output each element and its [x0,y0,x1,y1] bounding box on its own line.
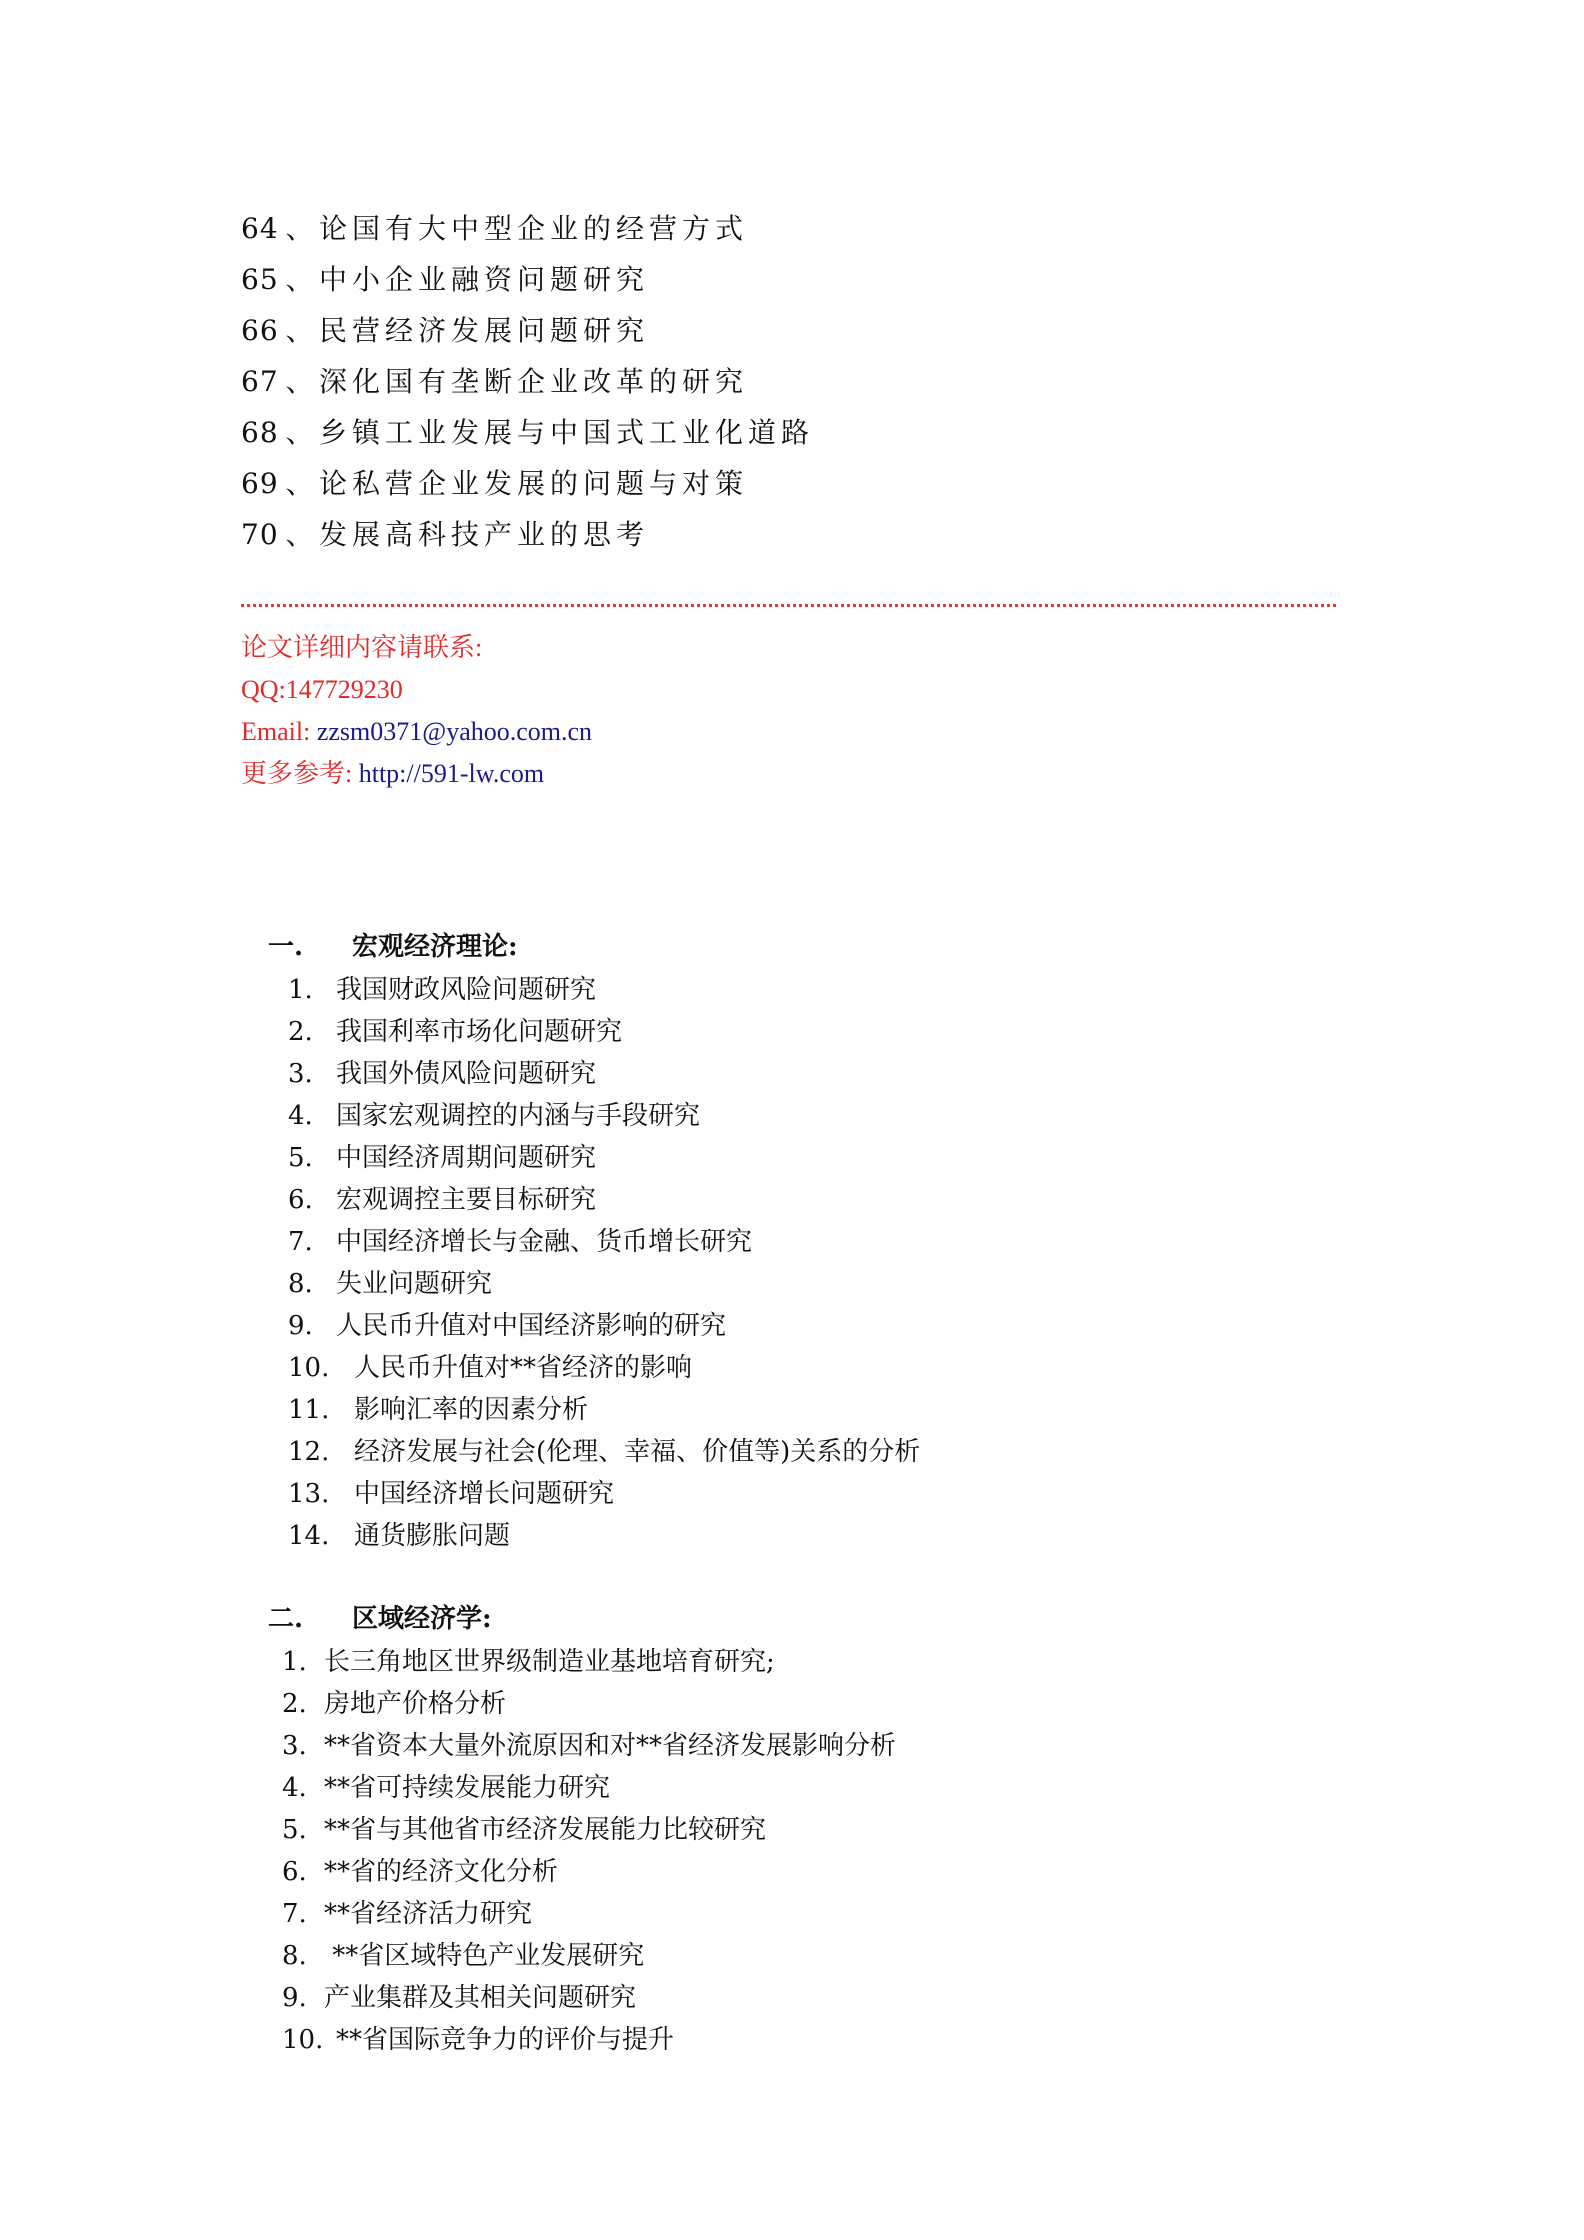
contact-intro: 论文详细内容请联系: [241,633,483,662]
topic-list-continued [241,203,814,560]
dotted-divider [241,592,1336,607]
list-item: 4. **省可持续发展能力研究 [282,1773,611,1803]
list-item: 1. 长三角地区世界级制造业基地培育研究; [282,1647,775,1677]
more-link[interactable]: http://591-lw.com [358,759,545,788]
list-item: 4. 国家宏观调控的内涵与手段研究 [288,1101,701,1131]
list-item: 10. 人民币升值对**省经济的影响 [288,1353,693,1383]
section-list [268,1641,896,2061]
list-item: 2. 我国利率市场化问题研究 [288,1017,623,1047]
list-item: 1. 我国财政风险问题研究 [288,975,597,1005]
list-item: 7. **省经济活力研究 [282,1899,533,1929]
list-item: 68 、乡镇工业发展与中国式工业化道路 [241,416,815,449]
list-item: 3. 我国外债风险问题研究 [288,1059,597,1089]
list-item: 5. **省与其他省市经济发展能力比较研究 [282,1815,767,1845]
list-item: 8. 失业问题研究 [288,1269,493,1299]
list-item: 11. 影响汇率的因素分析 [288,1395,589,1425]
list-item: 65 、中小企业融资问题研究 [241,263,650,296]
section-heading: 二. 区域经济学: [268,1604,492,1634]
list-item: 6. **省的经济文化分析 [282,1857,559,1887]
email-link[interactable]: zzsm0371@yahoo.com.cn [316,717,593,746]
list-item: 10. **省国际竞争力的评价与提升 [282,2025,675,2055]
list-item: 12. 经济发展与社会(伦理、幸福、价值等)关系的分析 [288,1437,921,1467]
list-item: 8. **省区域特色产业发展研究 [282,1941,645,1971]
section-heading: 一. 宏观经济理论: [268,932,518,962]
list-item: 9. 人民币升值对中国经济影响的研究 [288,1311,727,1341]
list-item: 67 、深化国有垄断企业改革的研究 [241,365,749,398]
list-item: 69 、论私营企业发展的问题与对策 [241,467,749,500]
list-item: 13. 中国经济增长问题研究 [288,1479,615,1509]
list-item: 2. 房地产价格分析 [282,1689,507,1719]
contact-email-line [241,711,592,753]
list-item: 3. **省资本大量外流原因和对**省经济发展影响分析 [282,1731,897,1761]
contact-block [241,627,592,795]
list-item: 64 、论国有大中型企业的经营方式 [241,212,749,245]
contact-more-line [241,753,592,795]
section-regional-economics [268,1597,896,2061]
more-label: 更多参考: [241,759,359,788]
list-item: 5. 中国经济周期问题研究 [288,1143,597,1173]
contact-qq: QQ:147729230 [241,675,403,704]
section-list [268,969,920,1557]
list-item: 70 、发展高科技产业的思考 [241,518,650,551]
list-item: 14. 通货膨胀问题 [288,1521,511,1551]
list-item: 6. 宏观调控主要目标研究 [288,1185,597,1215]
list-item: 66 、民营经济发展问题研究 [241,314,650,347]
section-macroeconomics [268,925,920,1557]
list-item: 9. 产业集群及其相关问题研究 [282,1983,637,2013]
list-item: 7. 中国经济增长与金融、货币增长研究 [288,1227,753,1257]
email-label: Email: [241,717,317,746]
